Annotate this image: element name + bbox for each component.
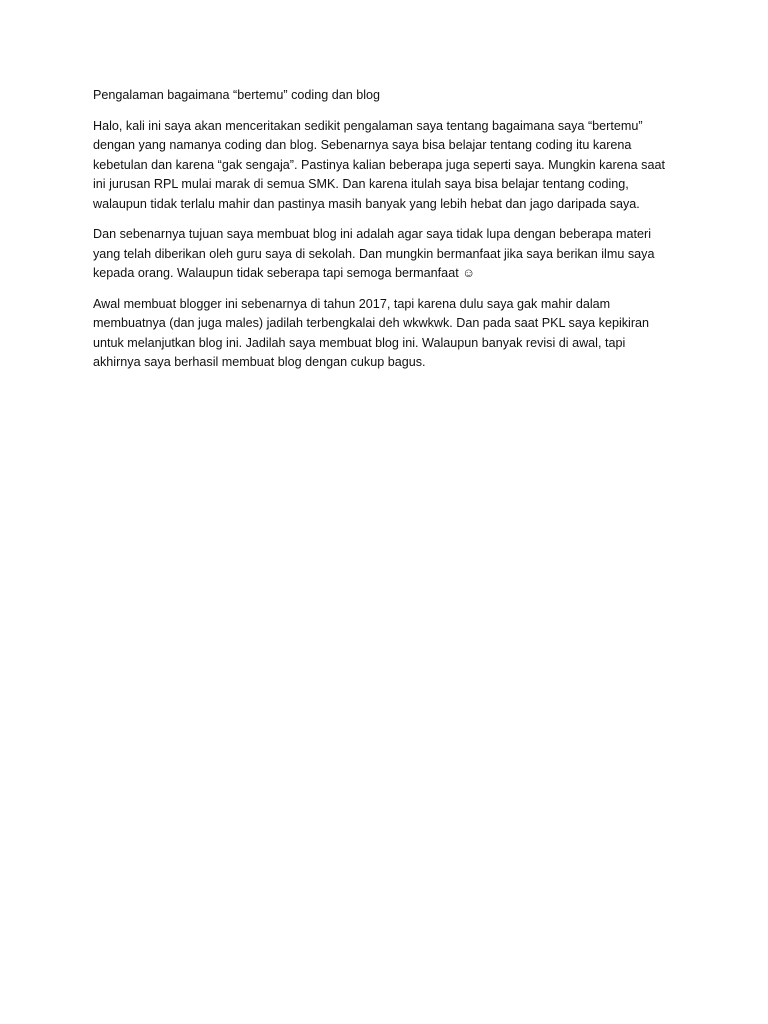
paragraph-history: Awal membuat blogger ini sebenarnya di tahun 2017, tapi karena dulu saya gak mahir dalam membuatnya (dan juga males) jadilah terbengkalai deh wkwkwk. Dan pada saat PKL saya kepikiran untuk melanjutkan blog ini. Jadilah saya membuat blog ini. Walaupun banyak revisi di awal, tapi akhirnya saya berhasil membuat blog dengan cukup bagus.	[93, 296, 650, 369]
paragraph-purpose: Dan sebenarnya tujuan saya membuat blog ini adalah agar saya tidak lupa dengan beberapa materi yang telah diberikan oleh guru saya di sekolah. Dan mungkin bermanfaat jika saya berikan ilmu saya kepada orang. Walaupun tidak seberapa tapi semoga bermanfaat ☺	[93, 227, 655, 280]
document-title: Pengalaman bagaimana “bertemu” coding dan blog	[93, 88, 381, 102]
document-body	[93, 86, 675, 384]
paragraph-intro: Halo, kali ini saya akan menceritakan sedikit pengalaman saya tentang bagaimana saya “bertemu” dengan yang namanya coding dan blog. Sebenarnya saya bisa belajar tentang coding itu karena kebetulan dan karena “gak sengaja”. Pastinya kalian beberapa juga seperti saya. Mungkin karena saat ini jurusan RPL mulai marak di semua SMK. Dan karena itulah saya bisa belajar tentang coding, walaupun tidak terlalu mahir dan pastinya masih banyak yang lebih hebat dan jago daripada saya.	[93, 118, 665, 211]
